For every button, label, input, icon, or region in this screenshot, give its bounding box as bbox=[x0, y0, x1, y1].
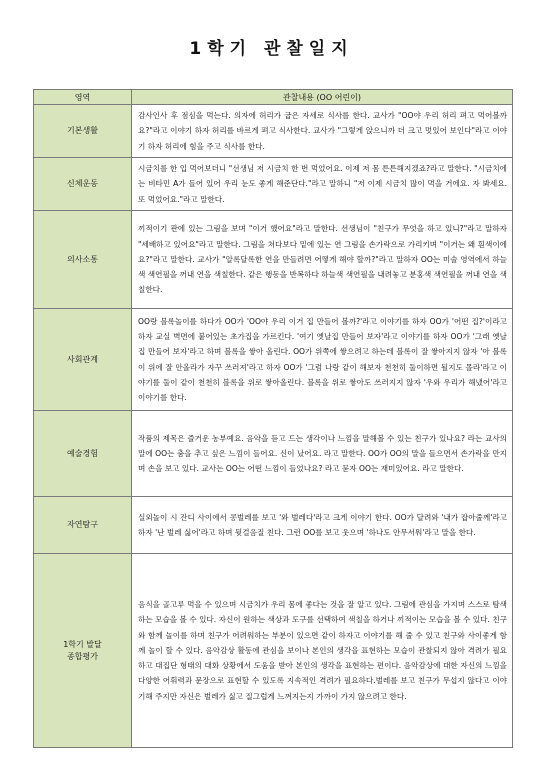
observation-table bbox=[33, 89, 513, 748]
row-category: 의사소통 bbox=[34, 211, 132, 309]
row-category: 기본생활 bbox=[34, 105, 132, 158]
table-row bbox=[34, 411, 513, 497]
table-row bbox=[34, 158, 513, 211]
table-row bbox=[34, 105, 513, 158]
table-row bbox=[34, 554, 513, 748]
row-category: 1학기 발달 종합평가 bbox=[34, 554, 132, 748]
table-row bbox=[34, 211, 513, 309]
row-observation: OO랑 블록놀이를 하다가 OO가 'OO야 우리 이거 집 만들어 볼까?'라고 이야기를 하자 OO가 '어떤 집?'이라고 하자 교실 벽면에 붙어있는 초가집을 가르킨다. '여기 옛날집 만들어 보자'라고 이야기를 하자 OO가 '그래 옛날 집 만들어 보자'라고 하며 블록을 쌓아 올린다. OO가 위쪽에 쌓으려고 하는데 블록이 잘 쌓아지지 않자 '아 블록이 위에 잘 안올라가 자꾸 쓰러져'라고 하자 OO가 '그럼 나랑 같이 해보자 천천히 둘이하면 될지도 몰라'라고 이야기를 둘이 같이 천천히 블록을 위로 쌓아올린다. 블록을 위로 쌓아도 쓰러지지 않자 '우와 우리가 해냈어'라고 이야기를 한다. bbox=[132, 309, 513, 411]
row-observation: 작품의 제목은 즐거운 농부예요. 음악을 듣고 드는 생각이나 느낌을 말해볼 수 있는 친구가 있나요? 라는 교사의 말에 OO는 춤을 추고 싶은 느낌이 들어요. 신이 났어요. 라고 말한다. OO가 OO의 말을 들으면서 손가락을 만지며 손을 보고 있다. 교사는 OO는 어떤 느낌이 들었나요? 라고 묻자 OO는 재미있어요. 라고 말한다. bbox=[132, 411, 513, 497]
table-row bbox=[34, 309, 513, 411]
row-category: 사회관계 bbox=[34, 309, 132, 411]
row-observation: 끼적이기 판에 있는 그림을 보며 "이거 했어요"라고 말한다. 선생님이 "친구가 무엇을 하고 있니?"라고 말하자 "세배하고 있어요"라고 말한다. 그림을 쳐다보다 밑에 있는 연 그림을 손가락으로 가리키며 "이거는 왜 흰색이에요?"라고 말한다. 교사가 "알록달록한 연을 만들려면 어떻게 해야 할까?"라고 말하자 OO는 미술 영역에서 하늘색 색연필을 꺼내 연을 색칠한다. 같은 행동을 반복하다 하늘색 색연필을 내려놓고 분홍색 색연필을 꺼내 연을 색칠한다. bbox=[132, 211, 513, 309]
table-row bbox=[34, 497, 513, 554]
row-observation: 음식을 골고루 먹을 수 있으며 시금치가 우리 몸에 좋다는 것을 잘 알고 있다. 그림에 관심을 가지며 스스로 탐색하는 모습을 볼 수 있다. 자신이 원하는 색상과 도구를 선택하여 색칠을 하거나 끼적이는 모습을 볼 수 있다. 친구와 함께 놀이를 하며 친구가 어려워하는 부분이 있으면 같이 하자고 이야기를 해 줄 수 있고 친구와 사이좋게 함께 놀이 할 수 있다. 음악감상 활동에 관심을 보이나 본인의 생각을 표현하는 모습이 관찰되지 않아 격려가 필요하고 대집단 형태의 대화 상황에서 도움을 받아 본인의 생각을 표현하는 편이다. 음악감상에 대한 자신의 느낌을 다양한 어휘력과 문장으로 표현할 수 있도록 지속적인 격려가 필요하다.벌레를 보고 친구가 무섭지 않다고 이야기해 주지만 자신은 벌레가 싫고 질그럽게 느껴지는지 가까이 가지 않으려고 한다. bbox=[132, 554, 513, 748]
row-category: 예술경험 bbox=[34, 411, 132, 497]
page-title: 1학기 관찰일지 bbox=[189, 39, 354, 59]
row-observation: 시금치를 한 입 먹어보더니 "선생님 저 시금치 한 번 먹었어요. 이제 저 몸 튼튼해지겠죠?라고 말한다. "시금치에는 비타민 A가 들어 있어 우리 눈도 좋게 해준단다."라고 말하니 "저 이제 시금치 많이 먹을 거에요. 자 봐세요. 또 먹었어요."라고 말한다. bbox=[132, 158, 513, 211]
header-content: 관찰내용 (OO 어린이) bbox=[132, 90, 513, 105]
row-observation: 감사인사 후 점심을 먹는다. 의자에 허리가 굽은 자세로 식사를 한다. 교사가 "OO야 우리 허리 펴고 먹어볼까요?"라고 이야기 하자 허리를 바르게 펴고 식사한다. 교사가 "그렇게 앉으니까 더 크고 멋있어 보인다"라고 이야기 하자 허리에 힘을 주고 식사를 한다. bbox=[132, 105, 513, 158]
row-category: 신체운동 bbox=[34, 158, 132, 211]
row-observation: 실외놀이 시 잔디 사이에서 콩벌레를 보고 '와 벌레다'라고 크게 이야기 한다. OO가 달려와 '내가 잡아줄께'라고 하자 '난 벌레 싫어'라고 하며 뒷걸음질 친다. 그런 OO를 보고 웃으며 '하나도 안무서워'라고 말을 한다. bbox=[132, 497, 513, 554]
row-category: 자연탐구 bbox=[34, 497, 132, 554]
table-header-row bbox=[34, 90, 513, 105]
header-area: 영역 bbox=[34, 90, 132, 105]
